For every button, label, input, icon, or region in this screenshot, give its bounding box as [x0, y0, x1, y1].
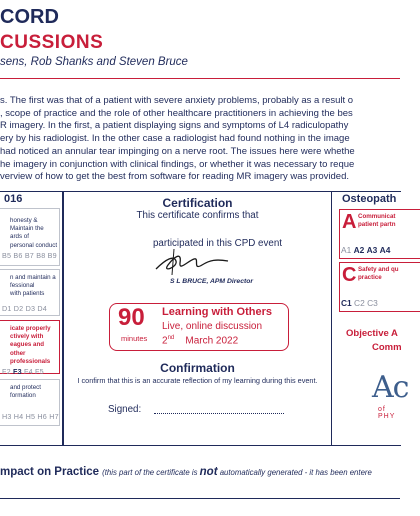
standard-codes: H3 H4 H5 H6 H7	[2, 412, 59, 422]
minutes-label: minutes	[121, 334, 148, 343]
standard-codes: F2 F3 F4 F5	[2, 367, 44, 377]
standard-desc: ctively with	[10, 333, 44, 341]
theme-letter: A	[342, 211, 357, 233]
standard-codes: B5 B6 B7 B8 B9	[2, 250, 57, 260]
certification-subheading: This certificate confirms that	[136, 210, 259, 221]
authors: sens, Rob Shanks and Steven Bruce	[0, 56, 188, 68]
participation-text: participated in this CPD event	[152, 238, 283, 249]
confirmation-heading: Confirmation	[160, 361, 235, 375]
standard-desc: honesty &	[10, 217, 38, 224]
standard-box-d	[0, 269, 60, 316]
academy-logo-sub: of PHY	[378, 406, 396, 420]
signer-name: S L BRUCE, APM Director	[169, 278, 254, 285]
standard-desc: icate properly	[10, 325, 51, 332]
director-signature	[152, 247, 232, 277]
summary-line: had noticed an annular tear impinging on a nerve root. The issues here were whethe	[0, 145, 355, 157]
standard-box-f	[0, 320, 60, 377]
standard-desc: Maintain the	[10, 225, 44, 233]
title-line-2: CUSSIONS	[0, 32, 104, 53]
theme-codes: C1 C2 C3	[341, 298, 378, 308]
standard-desc: ards of	[10, 233, 29, 241]
standards-heading: 016	[4, 193, 23, 205]
standard-desc: formation	[10, 392, 36, 400]
summary-line: , scope of practice and the role of other healthcare practitioners in achieving the bes	[0, 107, 353, 119]
summary-line: he imagery in conjunction with clinical findings, or whether it was necessary to reque	[0, 158, 355, 170]
theme-codes: A1 A2 A3 A4	[341, 245, 391, 255]
theme-desc: Safety and qu practice	[358, 266, 399, 281]
standard-codes: D1 D2 D3 D4	[2, 303, 47, 313]
summary-line: verview of how to get the best from software for reading MR imagery was provided.	[0, 171, 350, 183]
summary-line: ery by his radiologist. In the other case a radiologist had found nothing in the image	[0, 133, 350, 145]
event-details-box	[109, 303, 289, 351]
summary-line: R imagery. In the first, a patient displaying signs and symptoms of L4 radiculopathy	[0, 120, 349, 132]
standards-panel	[0, 191, 63, 446]
academy-logo: Ac	[372, 370, 409, 405]
signature-line[interactable]	[154, 413, 284, 414]
objective-label: Objective A	[346, 328, 398, 339]
standard-desc: n and maintain a	[10, 274, 56, 281]
standard-desc: with patients	[10, 290, 45, 298]
standard-box-h	[0, 379, 60, 426]
header-divider	[0, 78, 400, 79]
confirmation-text: I confirm that this is an accurate reflection of my learning during this event.	[77, 376, 318, 385]
event-date: 2nd March 2022	[162, 335, 239, 347]
theme-letter: C	[342, 264, 357, 286]
standard-desc: eagues and other	[10, 341, 45, 357]
summary-text	[0, 95, 400, 184]
event-type: Live, online discussion	[162, 321, 263, 332]
summary-line: s. The first was that of a patient with severe anxiety problems, probably as a result o	[0, 95, 354, 106]
event-title: Learning with Others	[162, 306, 273, 318]
theme-box-a	[339, 209, 420, 259]
impact-on-practice: mpact on Practice (this part of the certificate is not automatically generated - it has been entere	[0, 466, 372, 478]
signed-label: Signed:	[108, 404, 142, 415]
minutes-value: 90	[118, 304, 145, 331]
certification-heading: Certification	[162, 196, 233, 210]
theme-desc: Communicat patient partn	[358, 213, 396, 228]
title-line-1: CORD	[0, 6, 59, 28]
standard-desc: professionals	[10, 357, 51, 365]
impact-divider	[0, 498, 400, 499]
certificate-panel	[63, 191, 332, 446]
standard-desc: personal conduct	[10, 241, 58, 249]
standard-desc: and protect	[10, 384, 41, 391]
comm-label: Comm	[372, 342, 402, 353]
osteopath-heading: Osteopath	[342, 193, 397, 205]
standard-desc: fessional	[10, 282, 35, 290]
theme-box-c	[339, 262, 420, 312]
osteopath-panel	[331, 191, 409, 446]
standard-box-b	[0, 208, 60, 266]
